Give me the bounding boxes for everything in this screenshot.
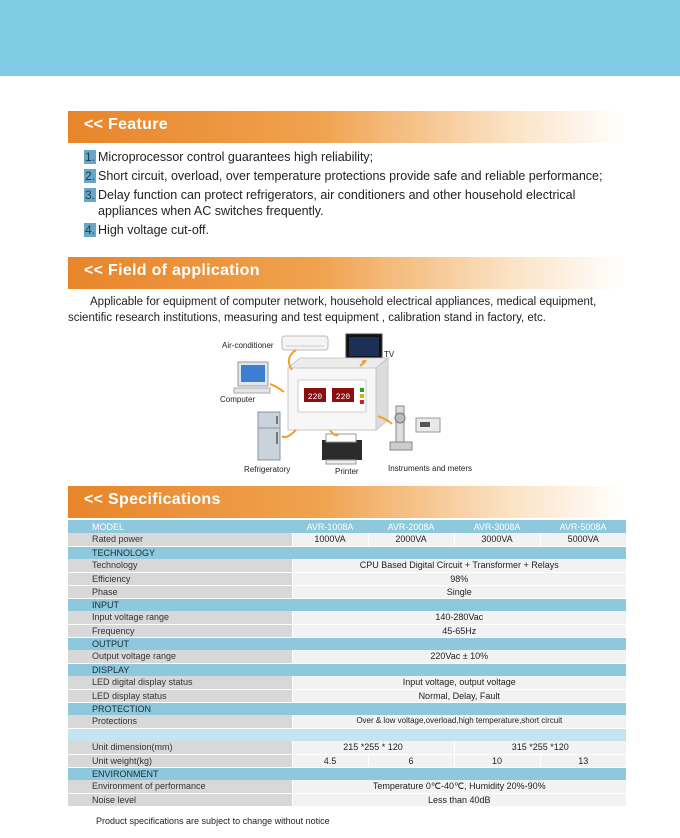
table-row [68, 715, 626, 728]
row-label: Input voltage range [68, 611, 292, 624]
table-row [68, 793, 626, 806]
model-cell: AVR-3008A [454, 520, 540, 533]
category-label: PROTECTION [68, 702, 626, 715]
instruments-icon [390, 406, 440, 450]
table-row [68, 689, 626, 702]
table-row [68, 780, 626, 793]
row-value: 6 [368, 754, 454, 767]
table-row [68, 572, 626, 585]
feature-text: High voltage cut-off. [98, 223, 209, 237]
feature-number: 2. [85, 169, 96, 183]
feature-item-3 [84, 187, 604, 219]
footnote: Product specifications are subject to change without notice [96, 816, 330, 826]
row-value: 215 *255 * 120 [292, 741, 454, 754]
category-row [68, 598, 626, 611]
specifications-title: << Specifications [84, 491, 221, 508]
feature-text: Delay function can protect refrigerators, air conditioners and other household electrical appliances when AC switches frequently. [98, 188, 576, 218]
application-header [68, 257, 624, 289]
category-row [68, 546, 626, 559]
table-row [68, 741, 626, 754]
feature-text: Short circuit, overload, over temperature protections provide safe and reliable performance; [98, 169, 603, 183]
table-row [68, 520, 626, 533]
row-value: Temperature 0℃-40℃, Humidity 20%-90% [292, 780, 626, 793]
feature-header [68, 111, 624, 143]
table-row [68, 533, 626, 546]
row-label: Output voltage range [68, 650, 292, 663]
feature-list [84, 149, 604, 241]
row-label: Efficiency [68, 572, 292, 585]
category-row [68, 663, 626, 676]
label-refrigeratory: Refrigeratory [244, 465, 291, 474]
category-row [68, 637, 626, 650]
label-tv: TV [384, 350, 395, 359]
feature-item-1 [84, 149, 604, 165]
table-row [68, 676, 626, 689]
feature-number: 3. [85, 188, 96, 202]
top-banner [0, 0, 680, 76]
row-value: CPU Based Digital Circuit + Transformer + Relays [292, 559, 626, 572]
table-row [68, 559, 626, 572]
specifications-header [68, 486, 624, 518]
label-air-conditioner: Air-conditioner [222, 341, 274, 350]
category-label: TECHNOLOGY [68, 546, 626, 559]
model-cell: AVR-2008A [368, 520, 454, 533]
feature-item-4 [84, 222, 604, 238]
spacer-row [68, 728, 626, 741]
display-right-value: 220 [335, 393, 351, 402]
row-label: Noise level [68, 793, 292, 806]
row-label: Frequency [68, 624, 292, 637]
table-row [68, 585, 626, 598]
table-row [68, 624, 626, 637]
category-label: OUTPUT [68, 637, 626, 650]
label-computer: Computer [220, 395, 256, 404]
row-value: 45-65Hz [292, 624, 626, 637]
category-label: INPUT [68, 598, 626, 611]
row-value: Less than 40dB [292, 793, 626, 806]
application-text: Applicable for equipment of computer network, household electrical appliances, medical equipment, scientific research institutions, measuring and test equipment , calibration stand in factory, etc. [68, 296, 597, 324]
table-row [68, 611, 626, 624]
table-row [68, 754, 626, 767]
row-value: 1000VA [292, 533, 368, 546]
row-value: Single [292, 585, 626, 598]
category-row [68, 702, 626, 715]
row-value: Normal, Delay, Fault [292, 689, 626, 702]
label-printer: Printer [335, 467, 359, 476]
row-label: Phase [68, 585, 292, 598]
row-label: LED digital display status [68, 676, 292, 689]
row-value: Input voltage, output voltage [292, 676, 626, 689]
row-label: LED display status [68, 689, 292, 702]
row-value: 315 *255 *120 [454, 741, 626, 754]
row-value: 98% [292, 572, 626, 585]
model-label: MODEL [68, 520, 292, 533]
spacer-cell [68, 728, 626, 741]
row-label: Unit weight(kg) [68, 754, 292, 767]
row-value: 3000VA [454, 533, 540, 546]
row-value: 140-280Vac [292, 611, 626, 624]
feature-title: << Feature [84, 116, 168, 133]
application-diagram [200, 330, 500, 480]
category-label: DISPLAY [68, 663, 626, 676]
air-conditioner-icon [282, 336, 328, 350]
specifications-table [68, 520, 626, 807]
feature-text: Microprocessor control guarantees high reliability; [98, 150, 374, 164]
row-value: 10 [454, 754, 540, 767]
row-value: 13 [540, 754, 626, 767]
printer-icon [322, 434, 362, 464]
row-label: Unit dimension(mm) [68, 741, 292, 754]
category-label: ENVIRONMENT [68, 767, 626, 780]
refrigerator-icon [258, 412, 280, 460]
row-value: Over & low voltage,overload,high temperature,short circuit [292, 715, 626, 728]
model-cell: AVR-1008A [292, 520, 368, 533]
computer-icon [234, 362, 270, 393]
feature-number: 1. [85, 150, 96, 164]
feature-number: 4. [85, 223, 96, 237]
table-row [68, 650, 626, 663]
row-value: 5000VA [540, 533, 626, 546]
category-row [68, 767, 626, 780]
row-label: Rated power [68, 533, 292, 546]
row-label: Environment of performance [68, 780, 292, 793]
label-instruments: Instruments and meters [388, 464, 473, 473]
display-left-value: 220 [307, 393, 323, 402]
row-value: 2000VA [368, 533, 454, 546]
row-value: 220Vac ± 10% [292, 650, 626, 663]
feature-item-2 [84, 168, 604, 184]
diagram-illustration [200, 330, 500, 480]
row-label: Protections [68, 715, 292, 728]
application-title: << Field of application [84, 262, 260, 279]
row-label: Technology [68, 559, 292, 572]
model-cell: AVR-5008A [540, 520, 626, 533]
row-value: 4.5 [292, 754, 368, 767]
